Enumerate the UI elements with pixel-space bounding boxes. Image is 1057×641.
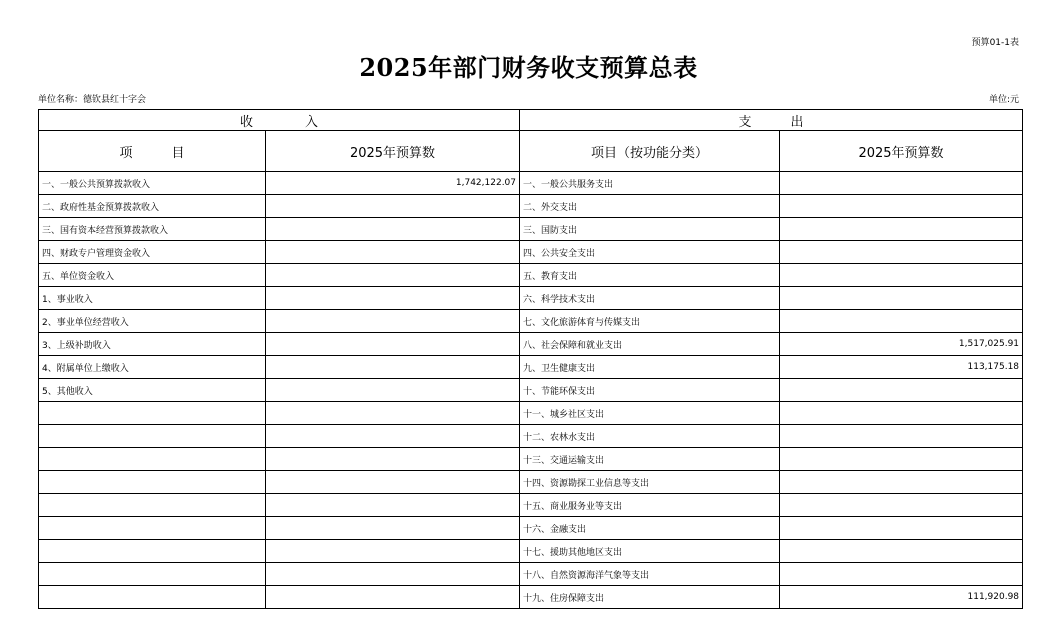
income-amount-cell (266, 494, 520, 517)
income-section-header: 收 入 (39, 110, 520, 131)
expense-amount-cell (780, 379, 1023, 402)
expense-item-cell: 七、文化旅游体育与传媒支出 (520, 310, 780, 333)
expense-item-cell: 九、卫生健康支出 (520, 356, 780, 379)
expense-amount-cell: 1,517,025.91 (780, 333, 1023, 356)
income-amount-cell (266, 310, 520, 333)
income-amount-header: 2025年预算数 (266, 131, 520, 172)
table-row (39, 195, 1023, 218)
expense-amount-cell (780, 494, 1023, 517)
table-row (39, 425, 1023, 448)
expense-item-cell: 一、一般公共服务支出 (520, 172, 780, 195)
table-row (39, 402, 1023, 425)
expense-item-cell: 八、社会保障和就业支出 (520, 333, 780, 356)
table-row (39, 264, 1023, 287)
expense-item-cell: 十、节能环保支出 (520, 379, 780, 402)
table-row (39, 241, 1023, 264)
table-row (39, 563, 1023, 586)
expense-amount-cell (780, 241, 1023, 264)
expense-item-cell: 十八、自然资源海洋气象等支出 (520, 563, 780, 586)
income-item-cell: 五、单位资金收入 (39, 264, 266, 287)
expense-amount-cell (780, 448, 1023, 471)
income-amount-cell (266, 356, 520, 379)
table-row (39, 586, 1023, 609)
expense-item-cell: 二、外交支出 (520, 195, 780, 218)
income-amount-cell (266, 563, 520, 586)
income-item-header: 项 目 (39, 131, 266, 172)
income-item-cell (39, 517, 266, 540)
income-item-cell: 2、事业单位经营收入 (39, 310, 266, 333)
expense-amount-cell (780, 540, 1023, 563)
expense-amount-cell (780, 218, 1023, 241)
table-row (39, 517, 1023, 540)
income-amount-cell (266, 287, 520, 310)
expense-item-cell: 十五、商业服务业等支出 (520, 494, 780, 517)
expense-section-header: 支 出 (520, 110, 1023, 131)
income-item-cell: 二、政府性基金预算拨款收入 (39, 195, 266, 218)
income-item-cell: 一、一般公共预算拨款收入 (39, 172, 266, 195)
table-row (39, 448, 1023, 471)
income-item-cell (39, 563, 266, 586)
income-item-cell: 四、财政专户管理资金收入 (39, 241, 266, 264)
income-item-cell: 三、国有资本经营预算拨款收入 (39, 218, 266, 241)
income-item-cell (39, 494, 266, 517)
income-amount-cell (266, 379, 520, 402)
section-header-row (39, 110, 1023, 131)
income-amount-cell: 1,742,122.07 (266, 172, 520, 195)
expense-amount-cell (780, 195, 1023, 218)
income-amount-cell (266, 586, 520, 609)
income-amount-cell (266, 540, 520, 563)
income-item-cell: 3、上级补助收入 (39, 333, 266, 356)
expense-amount-cell (780, 425, 1023, 448)
expense-item-cell: 五、教育支出 (520, 264, 780, 287)
income-item-cell (39, 471, 266, 494)
income-amount-cell (266, 471, 520, 494)
expense-item-cell: 三、国防支出 (520, 218, 780, 241)
table-row (39, 172, 1023, 195)
income-item-cell (39, 402, 266, 425)
income-amount-cell (266, 195, 520, 218)
unit-name: 单位名称：德钦县红十字会 (38, 95, 147, 105)
income-amount-cell (266, 218, 520, 241)
income-amount-cell (266, 402, 520, 425)
income-item-cell (39, 448, 266, 471)
table-row (39, 333, 1023, 356)
table-row (39, 356, 1023, 379)
income-amount-cell (266, 425, 520, 448)
income-item-cell: 5、其他收入 (39, 379, 266, 402)
table-row (39, 379, 1023, 402)
expense-item-cell: 十六、金融支出 (520, 517, 780, 540)
table-row (39, 494, 1023, 517)
income-amount-cell (266, 448, 520, 471)
table-row (39, 218, 1023, 241)
budget-table (38, 109, 1023, 609)
expense-item-cell: 十一、城乡社区支出 (520, 402, 780, 425)
expense-amount-cell (780, 310, 1023, 333)
expense-amount-cell (780, 471, 1023, 494)
income-amount-cell (266, 264, 520, 287)
expense-item-cell: 十三、交通运输支出 (520, 448, 780, 471)
table-row (39, 471, 1023, 494)
expense-amount-cell (780, 264, 1023, 287)
table-row (39, 540, 1023, 563)
expense-amount-cell (780, 517, 1023, 540)
income-item-cell: 4、附属单位上缴收入 (39, 356, 266, 379)
table-row (39, 310, 1023, 333)
expense-item-cell: 十九、住房保障支出 (520, 586, 780, 609)
expense-item-header: 项目（按功能分类） (520, 131, 780, 172)
expense-item-cell: 十二、农林水支出 (520, 425, 780, 448)
expense-item-cell: 六、科学技术支出 (520, 287, 780, 310)
table-row (39, 287, 1023, 310)
form-code: 预算01-1表 (971, 38, 1019, 48)
expense-amount-cell (780, 287, 1023, 310)
expense-amount-cell (780, 563, 1023, 586)
expense-amount-cell (780, 172, 1023, 195)
income-item-cell: 1、事业收入 (39, 287, 266, 310)
expense-amount-header: 2025年预算数 (780, 131, 1023, 172)
income-amount-cell (266, 333, 520, 356)
income-amount-cell (266, 241, 520, 264)
expense-amount-cell (780, 402, 1023, 425)
income-item-cell (39, 540, 266, 563)
column-header-row (39, 131, 1023, 172)
expense-item-cell: 十四、资源勘探工业信息等支出 (520, 471, 780, 494)
expense-amount-cell: 113,175.18 (780, 356, 1023, 379)
expense-item-cell: 四、公共安全支出 (520, 241, 780, 264)
page-title: 2025年部门财务收支预算总表 (359, 53, 698, 82)
expense-item-cell: 十七、援助其他地区支出 (520, 540, 780, 563)
income-item-cell (39, 425, 266, 448)
income-amount-cell (266, 517, 520, 540)
income-item-cell (39, 586, 266, 609)
currency-unit: 单位:元 (988, 95, 1019, 105)
expense-amount-cell: 111,920.98 (780, 586, 1023, 609)
